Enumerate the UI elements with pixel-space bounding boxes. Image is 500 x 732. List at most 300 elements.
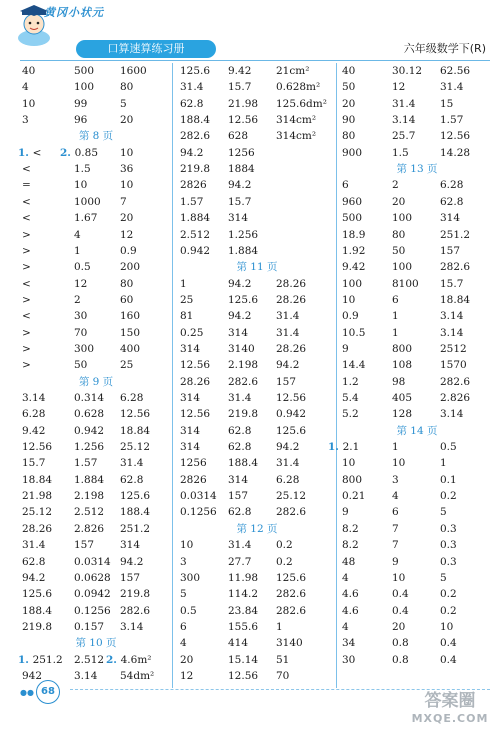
answer-cell	[180, 392, 200, 405]
answer-value: 314	[120, 539, 141, 552]
answer-cell	[22, 212, 31, 225]
answer-value: 62.8	[120, 473, 144, 486]
answer-cell	[440, 474, 457, 487]
answer-cell	[180, 621, 187, 634]
answer-value: 31.4	[180, 81, 204, 94]
answer-cell	[22, 98, 35, 111]
answer-cell	[22, 490, 52, 503]
answer-cell	[180, 556, 187, 569]
answer-value: 0.4	[440, 653, 457, 666]
answer-cell	[120, 539, 140, 552]
answer-value: 12.56	[180, 359, 211, 372]
answer-value: 20	[342, 97, 356, 110]
answer-cell	[120, 408, 150, 421]
answer-value: 157	[120, 571, 141, 584]
answer-cell	[74, 490, 104, 503]
answer-cell	[392, 572, 405, 585]
column-divider-2	[336, 63, 337, 688]
answer-value: 6	[392, 293, 399, 306]
answer-value: 3.14	[440, 310, 464, 323]
answer-value: 314	[180, 392, 201, 404]
answer-value: 94.2	[228, 179, 252, 192]
answer-cell	[74, 474, 104, 487]
answer-value: 8.2	[342, 539, 359, 552]
answer-cell	[276, 376, 296, 389]
answer-cell	[342, 359, 365, 372]
answer-cell	[440, 310, 463, 323]
answer-value: 27.7	[228, 555, 252, 568]
answer-cell	[120, 163, 133, 176]
answer-value: 15	[440, 97, 454, 110]
answer-value: 125.6	[22, 588, 53, 601]
answer-cell	[342, 539, 359, 552]
answer-cell	[342, 588, 359, 601]
answer-cell	[180, 229, 210, 242]
answer-value: 31.4	[276, 326, 300, 339]
answer-cell	[440, 294, 470, 307]
answer-value: 0.314	[74, 392, 105, 404]
answer-cell	[228, 637, 248, 650]
answer-cell	[342, 65, 355, 78]
answer-cell	[342, 605, 359, 618]
answer-cell	[74, 572, 111, 585]
answer-cell	[228, 539, 251, 552]
answer-cell	[74, 588, 111, 601]
answer-value: 21.98	[228, 97, 259, 110]
answer-cell	[228, 654, 258, 667]
answer-value: 10	[440, 620, 454, 633]
answer-value: =	[22, 179, 31, 192]
answer-cell	[180, 572, 200, 585]
answer-value: 251.2	[440, 228, 471, 241]
answer-cell	[276, 539, 293, 552]
answer-value: 10	[120, 146, 134, 159]
answer-cell	[120, 196, 127, 209]
answer-cell	[342, 556, 355, 569]
answer-value: 1.256	[228, 228, 259, 241]
page-heading: 第 11 页	[236, 261, 278, 274]
answer-value: 6	[180, 620, 187, 633]
answer-cell	[74, 343, 94, 356]
answer-cell	[22, 245, 31, 258]
question-number: 1.	[18, 146, 33, 159]
answer-value: 100	[74, 81, 95, 94]
answer-cell	[440, 278, 463, 291]
answer-value: 0.25	[180, 326, 204, 339]
answer-cell	[276, 474, 299, 487]
answer-value: 10	[180, 539, 194, 552]
answer-value: 800	[392, 342, 413, 355]
answer-value: 0.8	[392, 637, 409, 650]
answer-value: >	[22, 244, 31, 257]
answer-cell	[180, 147, 203, 160]
answer-value: 28.26	[22, 522, 53, 535]
answer-value: 2826	[180, 473, 207, 486]
answer-value: 28.26	[276, 293, 307, 306]
answer-value: 62.8	[440, 195, 464, 208]
answer-value: 10	[74, 179, 88, 192]
answer-cell	[392, 261, 412, 274]
answer-cell	[180, 506, 217, 519]
answer-cell	[440, 245, 460, 258]
answer-value: 94.2	[120, 555, 144, 568]
answer-value: 36	[120, 163, 134, 176]
answer-cell	[342, 392, 359, 405]
answer-value: 5.2	[342, 408, 359, 421]
answer-value: 282.6	[276, 506, 307, 519]
answer-cell	[22, 506, 52, 519]
watermark	[408, 692, 492, 728]
answer-cell	[392, 81, 405, 94]
answer-cell	[440, 392, 470, 405]
answer-cell	[440, 457, 447, 470]
answer-value: 12.56	[228, 669, 259, 682]
answer-value: 4.6	[342, 604, 359, 617]
answer-value: 30	[342, 653, 356, 666]
answer-value: <	[22, 195, 31, 208]
answer-value: 800	[342, 473, 363, 486]
answer-value: 3140	[276, 637, 303, 650]
answer-cell	[60, 147, 98, 160]
answer-cell	[228, 441, 251, 454]
answer-cell	[74, 605, 111, 618]
answer-cell	[120, 65, 147, 78]
answer-value: 0.5	[180, 604, 197, 617]
answer-cell	[180, 98, 203, 111]
answer-value: 51	[276, 653, 290, 666]
answer-cell	[180, 245, 210, 258]
answer-cell	[120, 556, 143, 569]
answer-cell	[120, 621, 143, 634]
answer-value: 188.4	[180, 114, 211, 127]
answer-cell	[180, 130, 210, 143]
answer-cell	[276, 130, 316, 143]
answer-cell	[120, 359, 133, 372]
answer-value: 31.4	[392, 97, 416, 110]
answer-value: 125.6	[228, 293, 259, 306]
answer-cell	[228, 392, 251, 405]
answer-value: <	[22, 310, 31, 323]
answer-cell	[74, 327, 87, 340]
answer-value: 40	[22, 65, 36, 77]
answer-cell	[342, 147, 362, 160]
answer-cell	[180, 179, 207, 192]
answer-value: 94.2	[180, 146, 204, 159]
answer-cell	[392, 114, 415, 127]
grade-label: 六年级数学下(R)	[403, 42, 486, 55]
answer-value: 60	[120, 293, 134, 306]
answer-value: 0.942	[180, 244, 211, 257]
answer-value: 10	[120, 179, 134, 192]
answer-value: 20	[180, 653, 194, 666]
answer-cell	[228, 506, 251, 519]
answer-cell	[180, 310, 193, 323]
answer-cell	[342, 196, 362, 209]
answer-cell	[440, 539, 457, 552]
answer-value: 12.56	[228, 114, 259, 127]
answer-cell	[342, 310, 359, 323]
answer-value: 2	[392, 179, 399, 192]
answer-cell	[22, 261, 31, 274]
answer-value: 25.12	[22, 506, 53, 519]
answer-value: 0.9	[342, 310, 359, 323]
answer-cell	[74, 506, 104, 519]
answer-cell	[180, 294, 193, 307]
answer-cell	[276, 621, 283, 634]
answer-value: 15.7	[22, 457, 46, 470]
answer-cell	[342, 523, 359, 536]
answer-cell	[120, 343, 140, 356]
answer-value: 1.2	[342, 375, 359, 388]
answer-cell	[120, 98, 127, 111]
answer-cell	[228, 229, 258, 242]
answer-value: 5	[440, 506, 447, 519]
answer-cell	[74, 81, 94, 94]
answer-value: 100	[392, 212, 413, 225]
answer-value: 500	[342, 212, 363, 225]
answer-cell	[22, 474, 52, 487]
answer-value: 99	[74, 97, 88, 110]
answer-cell	[180, 474, 207, 487]
answer-value: 62.8	[228, 441, 252, 454]
answer-value: 282.6	[120, 604, 151, 617]
answer-cell	[120, 523, 150, 536]
answer-value: 125.6dm²	[276, 97, 327, 110]
answer-cell	[440, 98, 453, 111]
answer-value: 0.3	[440, 555, 457, 568]
question-number: 1.	[328, 441, 343, 454]
answer-cell	[228, 556, 251, 569]
answer-value: 0.1	[440, 473, 457, 486]
answer-value: 20	[120, 114, 134, 127]
answer-value: 1884	[228, 163, 255, 176]
answer-value: 282.6	[276, 588, 307, 601]
answer-cell	[120, 179, 133, 192]
answer-cell	[180, 539, 193, 552]
answer-value: >	[22, 261, 31, 274]
answer-value: 7	[392, 539, 399, 552]
answer-value: 6.28	[440, 179, 464, 192]
answer-cell	[228, 294, 258, 307]
answer-cell	[392, 506, 399, 519]
answer-cell	[22, 343, 31, 356]
answer-value: 0.5	[440, 441, 457, 454]
answer-cell	[228, 81, 251, 94]
answer-value: 8100	[392, 277, 419, 290]
answer-value: 0.2	[440, 604, 457, 617]
answer-cell	[392, 605, 409, 618]
answer-value: 0.628m²	[276, 81, 321, 94]
answer-cell	[22, 670, 42, 683]
answer-cell	[276, 81, 320, 94]
answer-value: 314	[180, 424, 201, 437]
answer-value: 0.0942	[74, 588, 111, 601]
answer-value: 12	[392, 81, 406, 94]
answer-cell	[276, 588, 306, 601]
answer-cell	[228, 130, 248, 143]
answer-cell	[342, 114, 355, 127]
answer-cell	[440, 556, 457, 569]
answer-cell	[440, 637, 457, 650]
answer-value: 1.57	[180, 195, 204, 208]
answer-cell	[440, 572, 447, 585]
answer-cell	[74, 539, 94, 552]
answer-value: 18.84	[120, 424, 151, 437]
answer-value: 3.14	[392, 114, 416, 127]
answer-cell	[392, 327, 399, 340]
answer-value: 0.1256	[180, 506, 217, 519]
answer-cell	[392, 654, 409, 667]
answer-value: 157	[74, 539, 95, 552]
answer-value: 1600	[120, 65, 147, 77]
answer-value: 12	[180, 669, 194, 682]
answer-value: 0.0314	[180, 490, 217, 503]
answer-value: 900	[342, 146, 363, 159]
answer-cell	[392, 343, 412, 356]
answer-cell	[74, 556, 111, 569]
answer-value: 8.2	[342, 522, 359, 535]
answer-cell	[74, 359, 87, 372]
answer-value: 9	[342, 506, 349, 519]
answer-value: 5.4	[342, 392, 359, 404]
brand-title: 黄冈小状元	[44, 6, 104, 19]
answer-cell	[228, 670, 258, 683]
answer-value: 3.14	[120, 620, 144, 633]
answer-cell	[342, 637, 355, 650]
answer-cell	[440, 376, 470, 389]
answer-value: 125.6	[120, 490, 151, 503]
answer-cell	[180, 343, 200, 356]
answer-cell	[180, 327, 203, 340]
answer-cell	[74, 457, 97, 470]
answer-value: 12.56	[440, 130, 471, 143]
answer-cell	[120, 425, 150, 438]
answer-cell	[392, 294, 399, 307]
answer-cell	[22, 163, 31, 176]
answer-value: 1	[392, 310, 399, 323]
footer-divider	[70, 689, 490, 690]
answer-cell	[74, 245, 81, 258]
answer-value: 2.1	[342, 441, 360, 454]
answer-cell	[342, 130, 355, 143]
answer-value: 2512	[440, 342, 467, 355]
answer-cell	[276, 556, 293, 569]
answer-value: 3.14	[22, 392, 46, 404]
answer-value: 125.6	[180, 65, 211, 77]
answer-value: 188.4	[22, 604, 53, 617]
answer-cell	[392, 376, 405, 389]
answer-value: 3.14	[440, 326, 464, 339]
answer-cell	[440, 114, 463, 127]
answer-value: 0.3	[440, 522, 457, 535]
answer-value: 1.884	[74, 473, 105, 486]
answer-cell	[22, 572, 45, 585]
answer-value: 20	[392, 195, 406, 208]
answer-value: 1.67	[74, 212, 98, 225]
answer-value: 2.198	[228, 359, 259, 372]
answer-value: 7	[120, 195, 127, 208]
answer-value: 219.8	[228, 408, 259, 421]
answer-cell	[180, 81, 203, 94]
answer-value: 18.9	[342, 228, 366, 241]
answer-cell	[120, 572, 140, 585]
answer-cell	[120, 278, 133, 291]
answer-cell	[342, 229, 365, 242]
answer-cell	[22, 425, 45, 438]
answer-cell	[22, 457, 45, 470]
answer-value: 314	[228, 212, 249, 225]
answer-cell	[22, 392, 45, 405]
answer-cell	[106, 654, 152, 667]
answer-value: 25	[120, 359, 134, 372]
answer-value: 62.8	[228, 424, 252, 437]
answer-value: 0.8	[392, 653, 409, 666]
answer-cell	[74, 441, 104, 454]
answer-value: 4	[392, 490, 399, 503]
answer-cell	[228, 588, 258, 601]
answer-value: 48	[342, 555, 356, 568]
answer-value: 28.26	[276, 277, 307, 290]
answer-cell	[392, 212, 412, 225]
answer-cell	[120, 212, 133, 225]
answer-value: 114.2	[228, 588, 259, 601]
answer-cell	[22, 65, 35, 78]
answer-value: 18.84	[22, 473, 53, 486]
answer-value: 14.28	[440, 146, 471, 159]
answer-value: 94.2	[276, 359, 300, 372]
answer-cell	[276, 343, 306, 356]
answer-value: 1.884	[228, 244, 259, 257]
answer-cell	[276, 670, 289, 683]
answer-cell	[342, 278, 362, 291]
answer-cell	[392, 539, 399, 552]
answer-cell	[120, 114, 133, 127]
answer-cell	[342, 654, 355, 667]
answer-value: 6.28	[22, 408, 46, 421]
answer-value: 160	[120, 310, 141, 323]
answer-value: 9.42	[342, 261, 366, 274]
answer-value: 157	[440, 244, 461, 257]
answer-cell	[22, 621, 52, 634]
answer-value: 1.57	[74, 457, 98, 470]
answer-value: 2.198	[74, 490, 105, 503]
answer-cell	[440, 523, 457, 536]
answer-value: 0.85	[74, 146, 99, 159]
answer-value: 10	[342, 293, 356, 306]
answer-cell	[228, 65, 251, 78]
answer-value: 0.3	[440, 539, 457, 552]
answer-value: <	[22, 212, 31, 225]
answer-value: 1	[392, 441, 399, 454]
page-heading: 第 10 页	[75, 637, 117, 650]
answer-cell	[22, 179, 31, 192]
answer-value: 50	[74, 359, 88, 372]
column-divider-1	[172, 63, 173, 688]
answer-cell	[74, 654, 104, 667]
answer-cell	[228, 408, 258, 421]
answer-value: 12	[74, 277, 88, 290]
answer-cell	[120, 327, 140, 340]
answer-value: 300	[180, 571, 201, 584]
answer-cell	[18, 654, 63, 667]
answer-cell	[342, 98, 355, 111]
answer-cell	[392, 245, 405, 258]
answer-value: 282.6	[440, 261, 471, 274]
answer-value: 1256	[228, 146, 255, 159]
answer-cell	[276, 572, 306, 585]
answer-cell	[228, 343, 255, 356]
answer-cell	[22, 114, 29, 127]
